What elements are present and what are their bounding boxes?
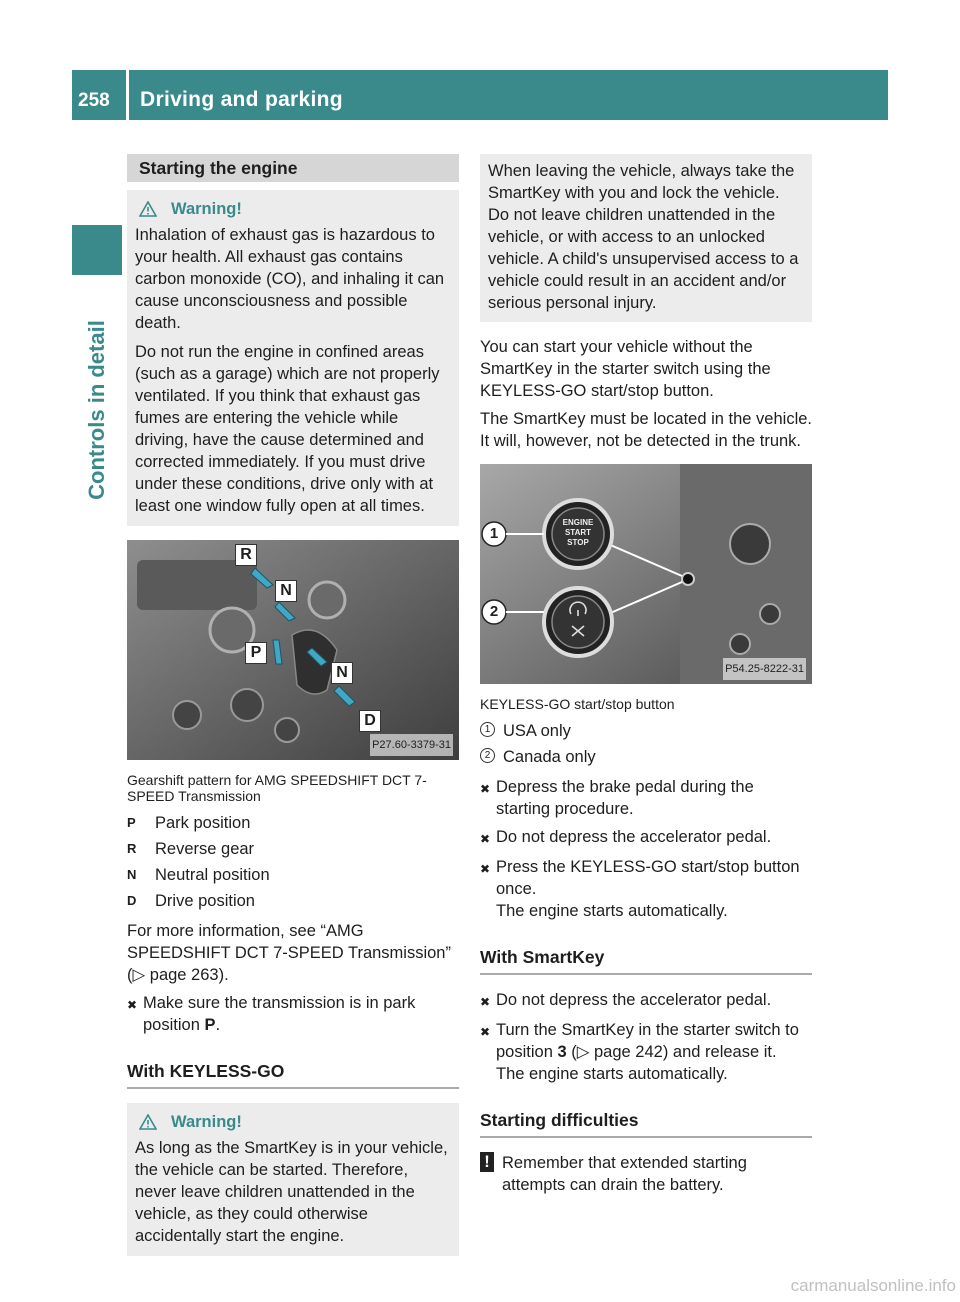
instruction-step	[480, 776, 812, 820]
more-info-text: For more information, see “AMG SPEEDSHIFT DCT 7-SPEED Transmission” (▷ page 263).	[127, 922, 451, 984]
warning-text: As long as the SmartKey is in your vehicle, the vehicle can be started. Therefore, never leave children unattended in the vehicle, as they could otherwise accidentally start the engine.	[135, 1139, 448, 1245]
side-section-label: Controls in detail	[84, 320, 109, 500]
legend-item	[127, 838, 459, 860]
warning-text: Do not run the engine in confined areas (such as a garage) which are not properly ventilated. If you think that exhaust gas fumes are entering the vehicle while driving, have the cause determined and corrected immediately. If you must drive under these conditions, drive only with at least one window fully open at all times.	[135, 343, 440, 515]
image-code: P54.25-8222-31	[723, 658, 806, 680]
step-arrow-icon: ✖	[480, 862, 491, 876]
legend-key: D	[127, 893, 137, 908]
step-arrow-icon: ✖	[127, 998, 138, 1012]
chapter-title: Driving and parking	[140, 88, 343, 111]
step-text: Press the KEYLESS-GO start/stop button once. The engine starts automatically.	[496, 858, 800, 920]
image-caption: Gearshift pattern for AMG SPEEDSHIFT DCT 7-SPEED Transmission	[127, 772, 427, 804]
image-code: P27.60-3379-31	[370, 734, 453, 756]
legend-text: Drive position	[155, 892, 255, 910]
keyless-go-illustration	[480, 464, 812, 684]
page-number: 258	[78, 90, 110, 111]
gearshift-photo	[127, 540, 459, 760]
step-text: Make sure the transmission is in park position P.	[143, 994, 416, 1034]
legend-key: R	[127, 841, 137, 856]
legend-text: Park position	[155, 814, 251, 832]
step-arrow-icon: ✖	[480, 782, 491, 796]
step-arrow-icon: ✖	[480, 1025, 491, 1039]
warning-title: Warning!	[171, 1113, 242, 1131]
instruction-step	[127, 992, 459, 1036]
step-text: Depress the brake pedal during the starting procedure.	[496, 778, 754, 818]
right-column	[480, 154, 812, 1196]
body-paragraph: You can start your vehicle without the SmartKey in the starter switch using the KEYLESS-GO start/stop button.	[480, 338, 771, 400]
instruction-step	[480, 989, 812, 1013]
step-text: Do not depress the accelerator pedal.	[496, 991, 772, 1009]
legend-number-icon: 1	[480, 722, 495, 737]
header-divider	[126, 70, 129, 120]
gear-legend	[127, 812, 459, 912]
instruction-step	[480, 1019, 812, 1085]
legend-item	[127, 812, 459, 834]
gear-label-n: N	[275, 580, 297, 602]
warning-header	[135, 198, 451, 220]
warning-text: Inhalation of exhaust gas is hazardous to your health. All exhaust gas contains carbon monoxide (CO), and inhaling it can cause unconsciousness and possible death.	[135, 226, 445, 332]
starting-difficulties-heading: Starting difficulties	[480, 1091, 812, 1138]
warning-box-keyless	[127, 1103, 459, 1256]
box-text: When leaving the vehicle, always take the SmartKey with you and lock the vehicle. Do not leave children unattended in the vehicle, or with access to an unlocked vehicle. A child's unsupervised access to a vehicle could result in an accident and/or serious personal injury.	[488, 162, 799, 312]
gearshift-illustration	[127, 540, 459, 760]
battery-note	[480, 1152, 812, 1196]
legend-text: USA only	[503, 722, 571, 740]
step-arrow-icon: ✖	[480, 832, 491, 846]
gear-label-p: P	[245, 642, 267, 664]
legend-text: Canada only	[503, 748, 596, 766]
gear-label-r: R	[235, 544, 257, 566]
child-safety-box	[480, 154, 812, 322]
warning-triangle-icon	[139, 1114, 157, 1130]
step-text: Turn the SmartKey in the starter switch to position 3 (▷ page 242) and release it. The engine starts automatically.	[496, 1021, 799, 1083]
legend-key: P	[127, 815, 136, 830]
step-text: Do not depress the accelerator pedal.	[496, 828, 772, 846]
exclamation-icon: !	[480, 1152, 494, 1172]
legend-item	[480, 746, 812, 768]
engine-start-stop-button-label: ENGINE START STOP	[562, 518, 594, 547]
warning-header	[135, 1111, 451, 1133]
legend-text: Reverse gear	[155, 840, 255, 858]
instruction-step	[480, 856, 812, 922]
note-text: Remember that extended starting attempts can drain the battery.	[502, 1154, 747, 1194]
section-title: Starting the engine	[127, 154, 459, 182]
step-arrow-icon: ✖	[480, 995, 491, 1009]
warning-triangle-icon	[139, 201, 157, 217]
warning-box-exhaust	[127, 190, 459, 526]
keyless-go-photo	[480, 464, 812, 684]
legend-key: N	[127, 867, 137, 882]
watermark: carmanualsonline.info	[790, 1276, 956, 1295]
legend-number-icon: 2	[480, 748, 495, 763]
keyless-go-heading: With KEYLESS-GO	[127, 1042, 459, 1089]
legend-item	[127, 890, 459, 912]
instruction-step	[480, 826, 812, 850]
gear-label-n: N	[331, 662, 353, 684]
callout-2: 2	[489, 603, 499, 620]
gear-label-d: D	[359, 710, 381, 732]
legend-item	[127, 864, 459, 886]
warning-title: Warning!	[171, 200, 242, 218]
body-paragraph: The SmartKey must be located in the vehicle. It will, however, not be detected in the trunk.	[480, 410, 812, 450]
legend-item	[480, 720, 812, 742]
legend-text: Neutral position	[155, 866, 270, 884]
callout-1: 1	[489, 525, 499, 542]
image-caption: KEYLESS-GO start/stop button	[480, 696, 675, 712]
smartkey-heading: With SmartKey	[480, 928, 812, 975]
left-column	[127, 154, 459, 1270]
